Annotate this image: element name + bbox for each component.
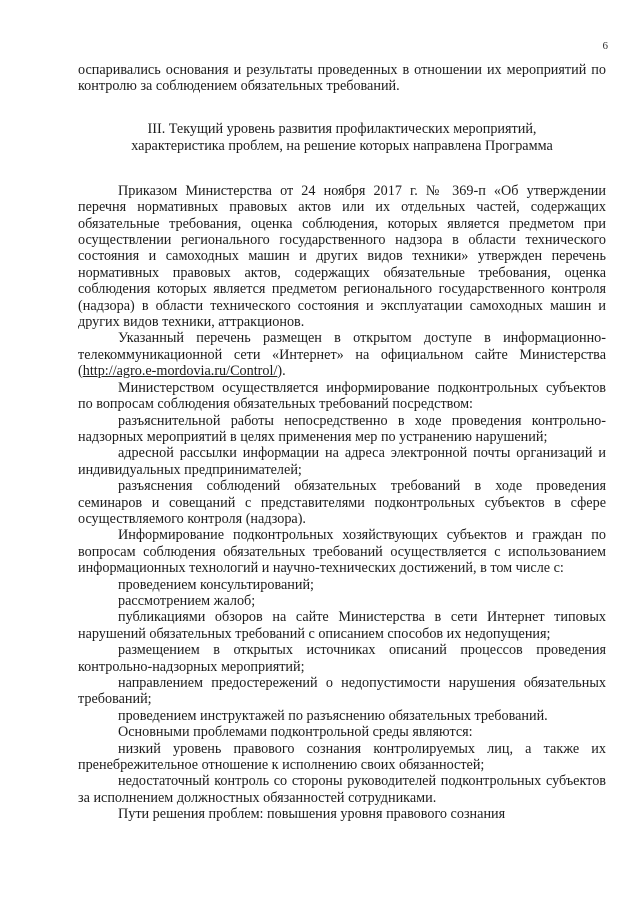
paragraph-order: Приказом Министерства от 24 ноября 2017 г. № 369-п «Об утверждении перечня нормативных правовых актов или их отдельных частей, содержащих обязательные требования, оценка соблюдения, которых является предметом при осуществлении регионального государственного надзора в области технического состояния и самоходных машин и других видов техники» утвержден перечень нормативных правовых актов, содержащих обязательные требования, оценка соблюдения которых является предметом регионального государственного контроля (надзора) в области технического состояния и эксплуатации самоходных машин и других видов техники, аттракционов. (78, 182, 606, 331)
list-item-explanatory-work: разъяснительной работы непосредственно в ходе проведения контрольно-надзорных мероприятий в целях применения мер по устранению нарушений; (78, 412, 606, 445)
section-heading-line-2: характеристика проблем, на решение которых направлена Программа (131, 138, 553, 155)
list-item-warnings: направлением предостережений о недопустимости нарушения обязательных требований; (78, 675, 606, 708)
paragraph-main-problems: Основными проблемами подконтрольной среды являются: (118, 724, 473, 741)
section-heading (78, 121, 606, 156)
intro-paragraph: оспаривались основания и результаты проведенных в отношении их мероприятий по контролю за соблюдением обязательных требований. (78, 62, 606, 95)
paragraph-list-published-text: Указанный перечень размещен в открытом доступе в информационно-телекоммуникационной сети «Интернет» на официальном сайте Министерства ( (78, 330, 606, 380)
list-item-seminars: разъяснения соблюдений обязательных требований в ходе проведения семинаров и совещаний с представителями подконтрольных субъектов в сфере осуществляемого контроля (надзора). (78, 478, 606, 527)
document-body (78, 62, 606, 823)
list-item-open-sources: размещением в открытых источниках описаний процессов проведения контрольно-надзорных мероприятий; (78, 642, 606, 675)
section-heading-line-1: III. Текущий уровень развития профилактических мероприятий, (147, 120, 537, 137)
list-item-insufficient-control: недостаточный контроль со стороны руководителей подконтрольных субъектов за исполнением должностных обязанностей сотрудниками. (78, 773, 606, 806)
paragraph-list-published-end: ). (277, 363, 286, 380)
ministry-website-link[interactable]: http://agro.e-mordovia.ru/Control/ (82, 363, 278, 380)
paragraph-informing: Министерством осуществляется информирование подконтрольных субъектов по вопросам соблюдения обязательных требований посредством: (78, 379, 606, 413)
page-number: 6 (602, 40, 608, 52)
list-item-publications: публикациями обзоров на сайте Министерства в сети Интернет типовых нарушений обязательных требований с описанием способов их недопущения; (78, 609, 606, 642)
list-item-consultations: проведением консультирований; (118, 576, 314, 593)
paragraph-list-published (78, 330, 606, 379)
list-item-legal-awareness: низкий уровень правового сознания контролируемых лиц, а также их пренебрежительное отношение к исполнению своих обязанностей; (78, 740, 606, 774)
list-item-briefings: проведением инструктажей по разъяснению обязательных требований. (118, 707, 548, 724)
paragraph-solutions: Пути решения проблем: повышения уровня правового сознания (118, 806, 506, 823)
list-item-complaints: рассмотрением жалоб; (118, 592, 256, 609)
list-item-email-mailing: адресной рассылки информации на адреса электронной почты организаций и индивидуальных предпринимателей; (78, 445, 606, 478)
paragraph-informing-citizens: Информирование подконтрольных хозяйствующих субъектов и граждан по вопросам соблюдения обязательных требований осуществляется с использованием информационных технологий и научно-технических достижений, в том числе с: (78, 527, 606, 577)
